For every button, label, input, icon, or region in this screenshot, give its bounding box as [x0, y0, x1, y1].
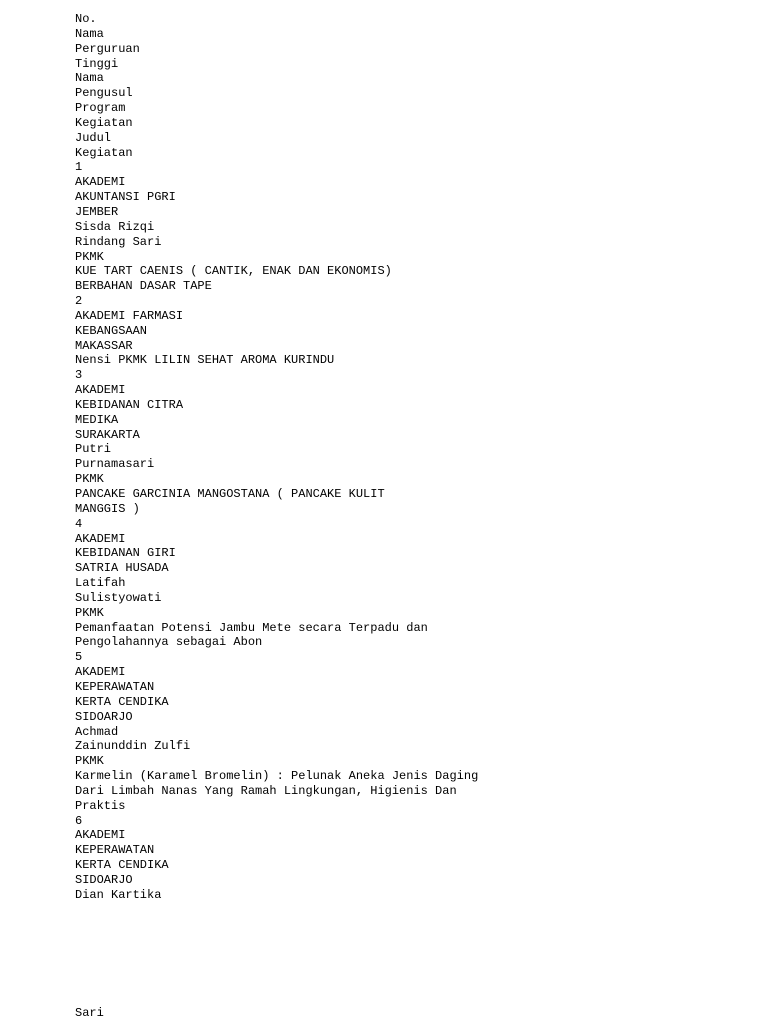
document-line: 1: [75, 160, 83, 175]
document-line: Nensi PKMK LILIN SEHAT AROMA KURINDU: [75, 353, 335, 368]
document-line: AKADEMI: [75, 175, 126, 190]
document-line: JEMBER: [75, 204, 119, 219]
document-line: KERTA CENDIKA: [75, 858, 169, 873]
document-line: PKMK: [75, 754, 104, 769]
document-line: Achmad: [75, 724, 119, 739]
document-line: SATRIA HUSADA: [75, 561, 169, 576]
document-line: AKADEMI FARMASI: [75, 308, 184, 323]
document-line: KEBIDANAN GIRI: [75, 546, 176, 561]
document-line: Program: [75, 101, 126, 116]
document-line: Latifah: [75, 576, 126, 591]
document-text-lines: [75, 12, 755, 903]
document-line: BERBAHAN DASAR TAPE: [75, 279, 212, 294]
document-line: KEPERAWATAN: [75, 843, 155, 858]
document-line: KEBIDANAN CITRA: [75, 397, 184, 412]
document-line: AKADEMI: [75, 383, 126, 398]
document-line: AKADEMI: [75, 531, 126, 546]
document-line: Kegiatan: [75, 145, 133, 160]
document-line: PKMK: [75, 605, 104, 620]
document-line: Pemanfaatan Potensi Jambu Mete secara Terpadu dan: [75, 620, 428, 635]
document-line: KEBANGSAAN: [75, 323, 148, 338]
document-line: Karmelin (Karamel Bromelin) : Pelunak Aneka Jenis Daging: [75, 769, 479, 784]
document-line: Sisda Rizqi: [75, 219, 155, 234]
document-line: Pengolahannya sebagai Abon: [75, 635, 263, 650]
document-line: SIDOARJO: [75, 872, 133, 887]
document-line: 6: [75, 813, 83, 828]
document-line: SURAKARTA: [75, 427, 140, 442]
document-line: No.: [75, 12, 97, 26]
document-line: Rindang Sari: [75, 234, 162, 249]
document-line: AKADEMI: [75, 665, 126, 680]
document-line: PKMK: [75, 472, 104, 487]
document-line: Purnamasari: [75, 457, 155, 472]
document-line: Dian Kartika: [75, 887, 162, 902]
document-line: Praktis: [75, 798, 126, 813]
document-line: Nama: [75, 26, 104, 41]
document-line: Sulistyowati: [75, 590, 162, 605]
document-line: Perguruan: [75, 41, 140, 56]
document-line: KERTA CENDIKA: [75, 694, 169, 709]
document-line: Pengusul: [75, 86, 133, 101]
document-line: AKADEMI: [75, 828, 126, 843]
document-line: KEPERAWATAN: [75, 679, 155, 694]
document-line: MANGGIS ): [75, 501, 140, 516]
document-line: MAKASSAR: [75, 338, 133, 353]
document-line: MEDIKA: [75, 412, 119, 427]
document-line: Nama: [75, 71, 104, 86]
document-line: Zainunddin Zulfi: [75, 739, 191, 754]
document-line: KUE TART CAENIS ( CANTIK, ENAK DAN EKONOMIS): [75, 264, 392, 279]
document-line: PANCAKE GARCINIA MANGOSTANA ( PANCAKE KULIT: [75, 487, 385, 501]
document-trailing-line: Sari: [75, 1006, 104, 1020]
document-line: 2: [75, 294, 83, 309]
document-line: AKUNTANSI PGRI: [75, 190, 176, 205]
document-line: SIDOARJO: [75, 709, 133, 724]
document-line: Tinggi: [75, 56, 119, 71]
document-line: 5: [75, 650, 83, 665]
document-line: PKMK: [75, 249, 104, 264]
document-line: 3: [75, 368, 83, 383]
document-line: Dari Limbah Nanas Yang Ramah Lingkungan, Higienis Dan: [75, 783, 457, 798]
document-line: Judul: [75, 130, 112, 145]
document-line: 4: [75, 516, 83, 531]
document-line: Putri: [75, 442, 112, 457]
document-line: Kegiatan: [75, 115, 133, 130]
